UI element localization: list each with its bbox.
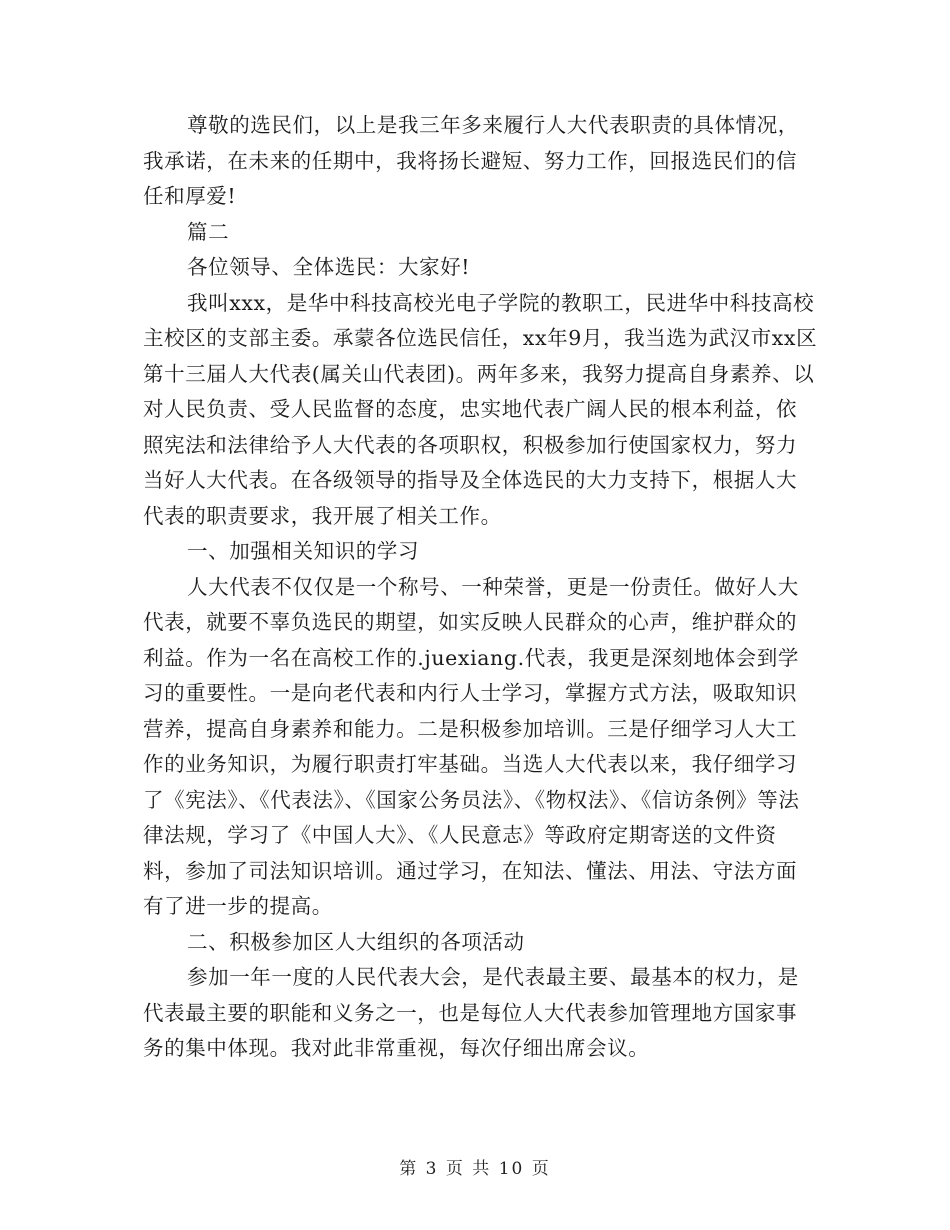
study-paragraph: 人大代表不仅仅是一个称号、一种荣誉，更是一份责任。做好人大代表，就要不辜负选民的期望，如实反映人民群众的心声，维护群众的利益。作为一名在高校工作的.juexiang.代表，我更是深刻地体会到学习的重要性。一是向老代表和内行人士学习，掌握方式方法，吸取知识营养，提高自身素养和能力。二是积极参加培训。三是仔细学习人大工作的业务知识，为履行职责打牢基础。当选人大代表以来，我仔细学习了《宪法》、《代表法》、《国家公务员法》、《物权法》、《信访条例》等法律法规，学习了《中国人大》、《人民意志》等政府定期寄送的文件资料，参加了司法知识培训。通过学习，在知法、懂法、用法、守法方面有了进一步的提高。 — [143, 574, 800, 918]
document-body — [143, 108, 818, 1067]
heading-one: 一、加强相关知识的学习 — [187, 539, 420, 563]
section-title: 篇二 — [187, 219, 230, 244]
greeting-paragraph: 各位领导、全体选民：大家好! — [187, 255, 471, 279]
page-number-footer: 第 3 页 共 10 页 — [399, 1159, 551, 1179]
heading-two: 二、积极参加区人大组织的各项活动 — [187, 929, 525, 954]
closing-paragraph: 尊敬的选民们，以上是我三年多来履行人大代表职责的具体情况，我承诺，在未来的任期中，我将扬长避短、努力工作，回报选民们的信任和厚爱! — [143, 113, 799, 208]
congress-paragraph: 参加一年一度的人民代表大会，是代表最主要、最基本的权力，是代表最主要的职能和义务之一，也是每位人大代表参加管理地方国家事务的集中体现。我对此非常重视，每次仔细出席会议。 — [143, 965, 799, 1060]
introduction-paragraph: 我叫xxx，是华中科技高校光电子学院的教职工，民进华中科技高校主校区的支部主委。承蒙各位选民信任，xx年9月，我当选为武汉市xx区第十三届人大代表(属关山代表团)。两年多来，我努力提高自身素养、以对人民负责、受人民监督的态度，忠实地代表广阔人民的根本利益，依照宪法和法律给予人大代表的各项职权，积极参加行使国家权力，努力当好人大代表。在各级领导的指导及全体选民的大力支持下，根据人大代表的职责要求，我开展了相关工作。 — [143, 290, 818, 528]
